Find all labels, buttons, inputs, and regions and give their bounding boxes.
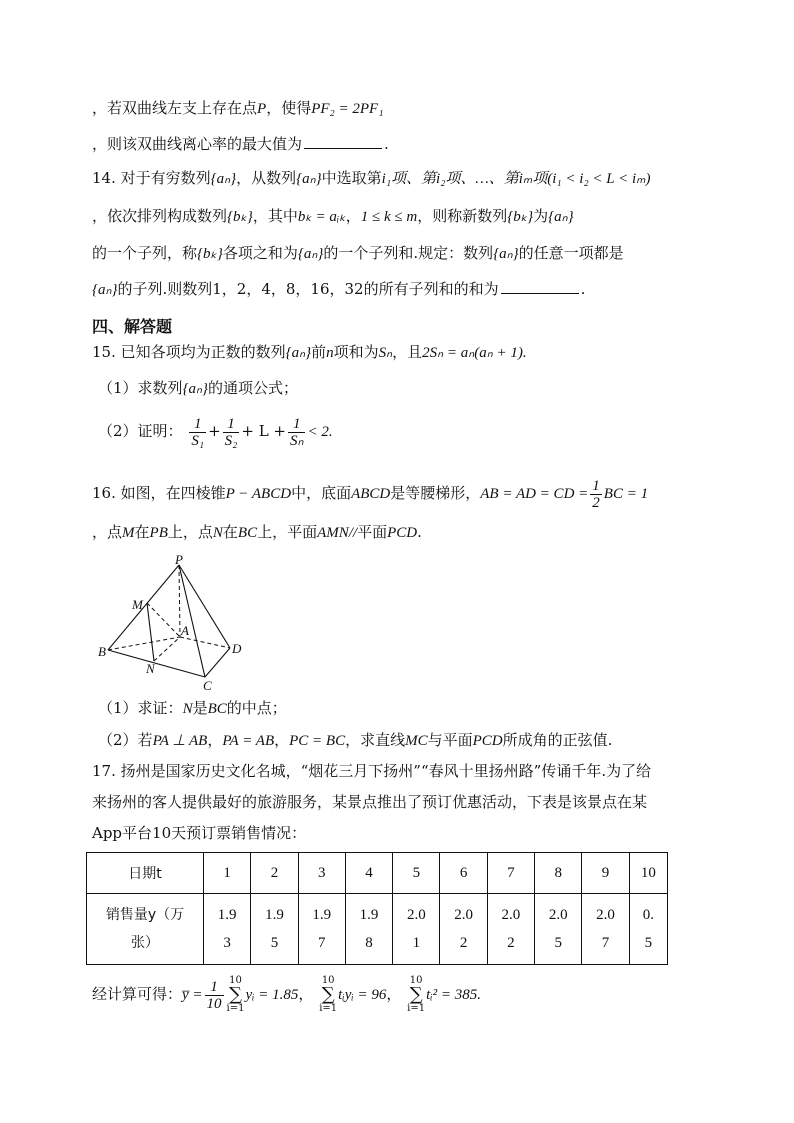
q13-line-2: ，则该双曲线离心率的最大值为 . [92, 135, 389, 153]
table-row [87, 894, 668, 965]
table-header-sales: 销售量y（万 张） [87, 894, 204, 965]
sum-symbol: 10 ∑ i=1 [407, 975, 426, 1014]
label-D: D [232, 641, 242, 656]
sum-symbol: 10 ∑ i=1 [319, 975, 338, 1014]
answer-blank[interactable] [501, 279, 579, 294]
table-cell-sales: 0. 5 [629, 894, 667, 965]
table-cell-day: 1 [204, 853, 251, 894]
table-cell-sales: 1.9 3 [204, 894, 251, 965]
segment-MN [147, 603, 154, 661]
fraction-1-over-Sn: $\frac{1}{\text{Sₙ}}$ [290, 415, 304, 449]
table-cell-day: 8 [535, 853, 582, 894]
sales-table [86, 852, 668, 965]
q13-line-1: ，若双曲线左支上存在点P，使得PF₂ = 2PF₁ [92, 99, 384, 117]
table-cell-sales: 2.0 7 [582, 894, 629, 965]
q16-part-1: （1）求证：N是BC的中点； [98, 699, 287, 717]
edge-BA [108, 637, 180, 650]
edge-BC [108, 650, 205, 677]
q15-part-1: （1）求数列{aₙ}的通项公式； [98, 379, 299, 397]
q14-line-2: ，依次排列构成数列{bₖ}，其中bₖ = aᵢₖ，1 ≤ k ≤ m，则称新数列{bₖ}为{aₙ} [92, 207, 574, 225]
table-cell-day: 7 [487, 853, 534, 894]
table-cell-sales: 2.0 2 [440, 894, 487, 965]
table-row [87, 853, 668, 894]
table-cell-day: 3 [298, 853, 345, 894]
q16-line-1: 16. 如图，在四棱锥P − ABCD中，底面ABCD是等腰梯形，AB = AD = CD = $\frac{1}{2}$ BC = 1 [92, 477, 649, 511]
table-cell-day: 10 [629, 853, 667, 894]
table-cell-day: 5 [393, 853, 440, 894]
segment-MA [147, 603, 180, 637]
table-cell-sales: 2.0 2 [487, 894, 534, 965]
edge-CD [205, 648, 230, 677]
table-cell-day: 9 [582, 853, 629, 894]
table-header-date: 日期t [87, 853, 204, 894]
q15-stem: 15. 已知各项均为正数的数列{aₙ}前n项和为Sₙ，且2Sₙ = aₙ(aₙ + 1). [92, 343, 527, 361]
table-cell-day: 4 [345, 853, 392, 894]
answer-blank[interactable] [304, 134, 382, 149]
edge-PB [108, 565, 179, 650]
label-A: A [181, 623, 189, 638]
table-cell-day: 6 [440, 853, 487, 894]
label-N: N [146, 661, 155, 676]
table-cell-sales: 1.9 5 [251, 894, 298, 965]
q16-line-2: ，点M在PB上，点N在BC上，平面AMN//平面PCD. [92, 523, 422, 541]
pyramid-figure [92, 555, 262, 690]
edge-PC [179, 565, 205, 677]
table-cell-sales: 1.9 8 [345, 894, 392, 965]
section-heading: 四、解答题 [92, 317, 173, 336]
q17-line-1: 17. 扬州是国家历史文化名城，“烟花三月下扬州”“春风十里扬州路”传诵千年.为了给 [92, 762, 652, 780]
label-P: P [175, 555, 183, 567]
label-C: C [203, 678, 212, 690]
edge-PA [179, 565, 180, 637]
fraction-1-over-S2: $\frac{1}{\text{S₂}}$ [224, 415, 238, 449]
table-cell-day: 2 [251, 853, 298, 894]
fraction-1-over-S1: $\frac{1}{\text{S₁}}$ [191, 415, 205, 449]
q14-line-3: 的一个子列，称{bₖ}各项之和为{aₙ}的一个子列和.规定：数列{aₙ}的任意一项都是 [92, 244, 624, 262]
table-cell-sales: 1.9 7 [298, 894, 345, 965]
edge-AD [180, 637, 230, 648]
fraction-one-half: $\frac{1}{2}$ [592, 477, 600, 511]
fraction-one-tenth: $\frac{1}{10}$ [206, 978, 222, 1012]
q17-line-2: 来扬州的客人提供最好的旅游服务，某景点推出了预订优惠活动，下表是该景点在某 [92, 793, 648, 811]
table-cell-sales: 2.0 1 [393, 894, 440, 965]
sum-symbol: 10 ∑ i=1 [226, 975, 245, 1014]
q17-line-3: App平台10天预订票销售情况： [92, 824, 307, 842]
q16-part-2: （2）若PA ⊥ AB，PA = AB，PC = BC，求直线MC与平面PCD所成角的正弦值. [98, 731, 613, 749]
q14-line-4: {aₙ}的子列.则数列1，2，4，8，16，32的所有子列和的和为 . [92, 280, 586, 298]
label-B: B [98, 644, 106, 659]
q15-part-2: （2）证明： $\frac{1}{\text{S₁}}$ + $\frac{1}{\text{S₂}}$ + L + $\frac{1}{\text{Sₙ}}$ < 2. [98, 415, 333, 449]
table-cell-sales: 2.0 5 [535, 894, 582, 965]
label-M: M [132, 597, 143, 612]
q17-calc-line: 经计算可得：y̅ = $\frac{1}{10}$ 10 ∑ i=1yᵢ = 1.85， 10 ∑ i=1tᵢyᵢ = 96， 10 ∑ i=1tᵢ² = 385. [92, 975, 482, 1014]
q14-line-1: 14. 对于有穷数列{aₙ}，从数列{aₙ}中选取第i₁项、第i₂项、…、第iₘ项(i₁ < i₂ < L < iₘ) [92, 169, 651, 187]
